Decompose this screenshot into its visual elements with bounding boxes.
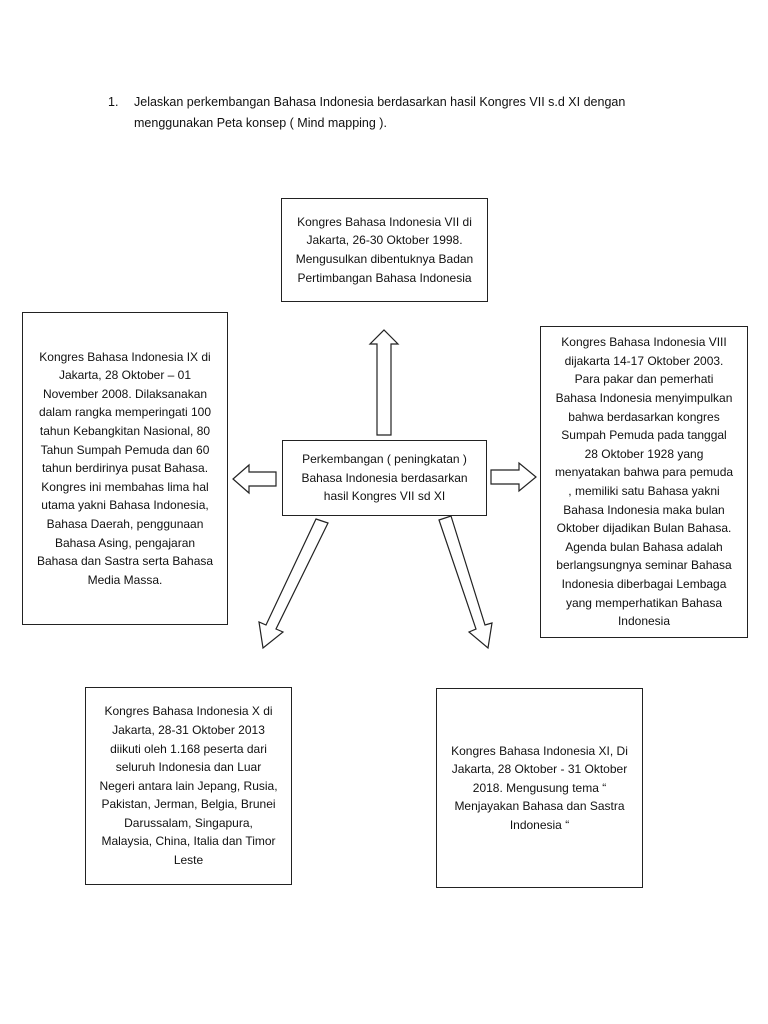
node-kongres-xi-text: Kongres Bahasa Indonesia XI, Di Jakarta, 28 Oktober - 31 Oktober 2018. Mengusung tema “ Menjayakan Bahasa dan Sastra Indonesia “ <box>451 743 628 832</box>
question-text: Jelaskan perkembangan Bahasa Indonesia berdasarkan hasil Kongres VII s.d XI dengan menggunakan Peta konsep ( Mind mapping ). <box>134 95 626 130</box>
arrow-right <box>491 463 536 491</box>
question-number: 1. <box>108 95 119 109</box>
arrow-down-left <box>259 519 328 648</box>
node-kongres-ix <box>22 312 228 625</box>
node-kongres-viii <box>540 326 748 638</box>
node-kongres-x <box>85 687 292 885</box>
node-kongres-x-text: Kongres Bahasa Indonesia X di Jakarta, 28-31 Oktober 2013 diikuti oleh 1.168 peserta dari seluruh Indonesia dan Luar Negeri antara lain Jepang, Rusia, Pakistan, Jerman, Belgia, Brunei Darussalam, Singapura, Malaysia, China, Italia dan Timor Leste <box>99 704 278 868</box>
node-kongres-vii-text: Kongres Bahasa Indonesia VII di Jakarta, 26-30 Oktober 1998. Mengusulkan dibentuknya Badan Pertimbangan Bahasa Indonesia <box>295 214 474 285</box>
central-node-text: Perkembangan ( peningkatan ) Bahasa Indonesia berdasarkan hasil Kongres VII sd XI <box>301 452 468 504</box>
node-kongres-xi <box>436 688 643 888</box>
node-kongres-viii-text: Kongres Bahasa Indonesia VIII dijakarta 14-17 Oktober 2003. Para pakar dan pemerhati Bahasa Indonesia menyimpulkan bahwa berdasarkan kongres Sumpah Pemuda pada tanggal 28 Oktober 1928 yang menyatakan bahwa para pemuda , memiliki satu Bahasa yakni Bahasa Indonesia maka bulan Oktober dijadikan Bulan Bahasa. Agenda bulan Bahasa adalah berlangsungnya seminar Bahasa Indonesia diberbagai Lembaga yang memperhatikan Bahasa Indonesia <box>554 335 734 629</box>
arrow-down-right <box>439 516 492 648</box>
central-node <box>282 440 487 516</box>
node-kongres-vii <box>281 198 488 302</box>
node-kongres-ix-text: Kongres Bahasa Indonesia IX di Jakarta, 28 Oktober – 01 November 2008. Dilaksanakan dalam rangka memperingati 100 tahun Kebangkitan Nasional, 80 Tahun Sumpah Pemuda dan 60 tahun berdirinya pusat Bahasa. Kongres ini membahas lima hal utama yakni Bahasa Indonesia, Bahasa Daerah, penggunaan Bahasa Asing, pengajaran Bahasa dan Sastra serta Bahasa Media Massa. <box>36 349 214 587</box>
arrow-up <box>370 330 398 435</box>
arrow-left <box>233 465 276 493</box>
